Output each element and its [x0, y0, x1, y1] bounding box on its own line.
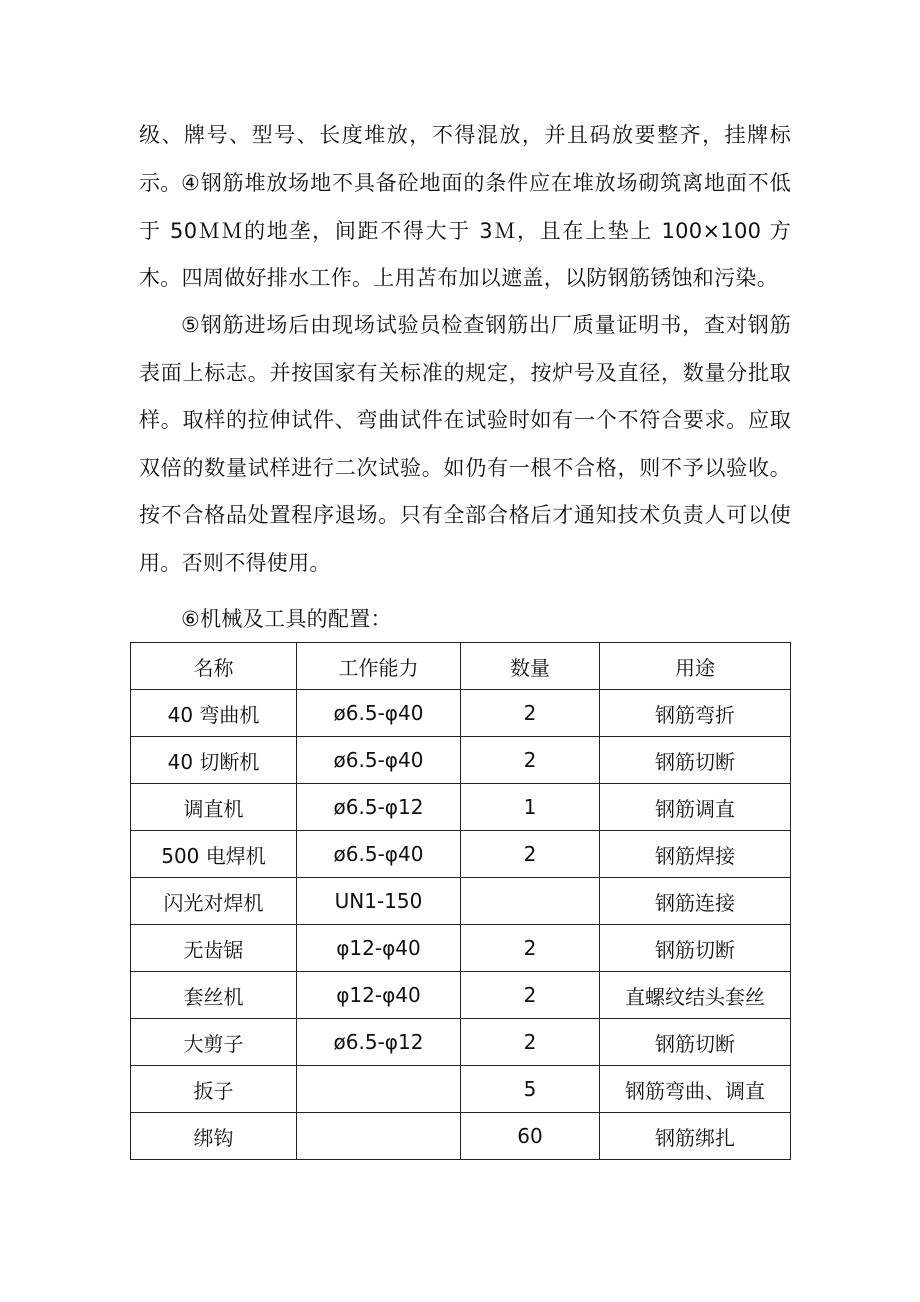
header-capacity: 工作能力 — [297, 643, 461, 690]
cell-name: 绑钩 — [131, 1113, 297, 1160]
table-row — [131, 737, 791, 784]
cell-capacity: ø6.5-φ12 — [297, 784, 461, 831]
cell-name: 40 切断机 — [131, 737, 297, 784]
cell-capacity: φ12-φ40 — [297, 925, 461, 972]
cell-quantity: 2 — [461, 737, 600, 784]
table-header-row — [131, 643, 791, 690]
table-caption: ⑥机械及工具的配置： — [181, 607, 392, 631]
table-row — [131, 784, 791, 831]
cell-purpose: 直螺纹结头套丝 — [600, 972, 791, 1019]
cell-name: 大剪子 — [131, 1019, 297, 1066]
table-row — [131, 1113, 791, 1160]
paragraph-storage-rules: 级、牌号、型号、长度堆放，不得混放，并且码放要整齐，挂牌标示。 — [139, 123, 791, 195]
cell-name: 40 弯曲机 — [131, 690, 297, 737]
cell-quantity: 5 — [461, 1066, 600, 1113]
table-row — [131, 1019, 791, 1066]
table-row — [131, 972, 791, 1019]
cell-purpose: 钢筋焊接 — [600, 831, 791, 878]
cell-purpose: 钢筋连接 — [600, 878, 791, 925]
cell-quantity: 2 — [461, 1019, 600, 1066]
cell-capacity: ø6.5-φ40 — [297, 737, 461, 784]
cell-capacity: ø6.5-φ40 — [297, 690, 461, 737]
header-quantity: 数量 — [461, 643, 600, 690]
cell-quantity: 60 — [461, 1113, 600, 1160]
cell-capacity: φ12-φ40 — [297, 972, 461, 1019]
cell-name: 调直机 — [131, 784, 297, 831]
cell-purpose: 钢筋调直 — [600, 784, 791, 831]
cell-quantity: 2 — [461, 925, 600, 972]
cell-quantity — [461, 878, 600, 925]
table-row — [131, 925, 791, 972]
header-purpose: 用途 — [600, 643, 791, 690]
equipment-table — [130, 642, 791, 1160]
cell-name: 500 电焊机 — [131, 831, 297, 878]
table-row — [131, 690, 791, 737]
cell-name: 无齿锯 — [131, 925, 297, 972]
cell-purpose: 钢筋切断 — [600, 925, 791, 972]
table-row — [131, 831, 791, 878]
cell-name: 闪光对焊机 — [131, 878, 297, 925]
cell-purpose: 钢筋切断 — [600, 1019, 791, 1066]
cell-quantity: 2 — [461, 831, 600, 878]
cell-capacity: ø6.5-φ12 — [297, 1019, 461, 1066]
table-row — [131, 878, 791, 925]
paragraph-stacking-site: ④钢筋堆放场地不具备砼地面的条件应在堆放场砌筑离地面不低于 50ＭＭ的地垄，间距不得大于 3Ｍ，且在上垫上 100×100 方木。四周做好排水工作。上用苫布加以遮盖，以防钢筋锈蚀和污染。 — [139, 171, 791, 290]
paragraph-inspection: ⑤钢筋进场后由现场试验员检查钢筋出厂质量证明书，查对钢筋表面上标志。并按国家有关标准的规定，按炉号及直径，数量分批取样。取样的拉伸试件、弯曲试件在试验时如有一个不符合要求。应取双倍的数量试样进行二次试验。如仍有一根不合格，则不予以验收。按不合格品处置程序退场。只有全部合格后才通知技术负责人可以使用。否则不得使用。 — [139, 313, 791, 575]
cell-name: 扳子 — [131, 1066, 297, 1113]
cell-purpose: 钢筋切断 — [600, 737, 791, 784]
cell-capacity — [297, 1113, 461, 1160]
cell-quantity: 2 — [461, 972, 600, 1019]
cell-quantity: 2 — [461, 690, 600, 737]
cell-capacity — [297, 1066, 461, 1113]
table-row — [131, 1066, 791, 1113]
cell-purpose: 钢筋弯折 — [600, 690, 791, 737]
cell-purpose: 钢筋绑扎 — [600, 1113, 791, 1160]
cell-capacity: ø6.5-φ40 — [297, 831, 461, 878]
cell-quantity: 1 — [461, 784, 600, 831]
cell-capacity: UN1-150 — [297, 878, 461, 925]
cell-purpose: 钢筋弯曲、调直 — [600, 1066, 791, 1113]
header-name: 名称 — [131, 643, 297, 690]
cell-name: 套丝机 — [131, 972, 297, 1019]
